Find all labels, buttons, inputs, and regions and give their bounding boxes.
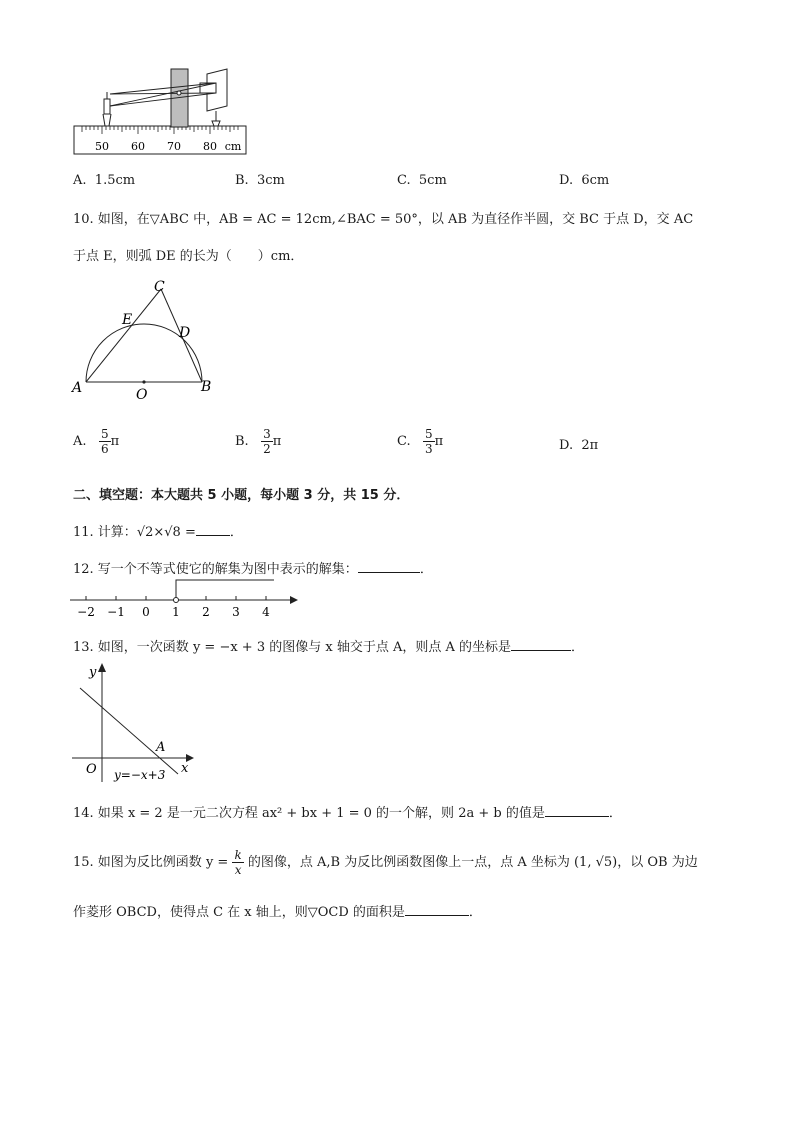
option-letter: C. [397, 434, 411, 449]
q15-answer-blank[interactable] [405, 903, 469, 916]
q13-answer-blank[interactable] [511, 638, 571, 651]
q13-end: ． [571, 640, 585, 655]
fraction-k-over-x [232, 848, 243, 877]
q9-optical-bench-figure [70, 66, 250, 158]
fraction [99, 427, 111, 456]
open-circle [174, 598, 179, 603]
option-text: 5cm [418, 173, 447, 188]
label-e: E [122, 312, 133, 328]
option-letter: C. [397, 173, 411, 188]
axis-label: −1 [107, 605, 125, 618]
denominator: 2 [263, 442, 271, 456]
line-equation: y=−x+3 [114, 768, 166, 782]
q10-option-c[interactable] [397, 427, 443, 456]
q9-option-d[interactable] [559, 173, 609, 188]
q11 [73, 521, 243, 540]
q10-stem-line2: 于点 E，则弧 DE 的长为（ ）cm． [73, 249, 304, 264]
numerator: k [234, 848, 242, 862]
q14-end: ． [608, 806, 622, 821]
label-a: A [72, 380, 83, 396]
number-line-arrow [290, 596, 298, 604]
label-b: B [201, 379, 212, 395]
axis-label: 4 [262, 605, 270, 618]
label-d: D [179, 325, 191, 341]
q15-line2 [73, 901, 482, 920]
option-letter: D. [559, 173, 574, 188]
q13-line-graph [70, 660, 200, 785]
q15-text-b: 的图像，点 A,B 为反比例函数图像上一点，点 A 坐标为 (1, √5)，以 OB 为边 [243, 855, 698, 870]
q15-text-a: 15. 如图为反比例函数 y = [73, 855, 233, 870]
label-y: y [89, 665, 97, 680]
pi-symbol: π [110, 434, 120, 449]
q12 [73, 558, 433, 577]
numerator: 5 [100, 427, 109, 441]
segment-ac [86, 289, 161, 382]
option-letter: D. [559, 438, 574, 453]
option-letter: A. [73, 173, 87, 188]
denominator: 3 [425, 442, 433, 456]
q10-option-a[interactable] [73, 427, 119, 456]
axis-label: 3 [232, 605, 240, 618]
label-a: A [156, 740, 166, 755]
option-letter: B. [235, 434, 249, 449]
q12-number-line [68, 576, 298, 618]
section-2-title: 二、填空题：本大题共 5 小题，每小题 3 分，共 15 分． [73, 488, 410, 503]
solution-bracket [176, 580, 274, 600]
ruler-tick-50: 50 [95, 140, 109, 153]
q11-answer-blank[interactable] [196, 523, 230, 536]
pi-symbol: π [272, 434, 282, 449]
numerator: 5 [425, 427, 433, 441]
q10-stem-line1: 10. 如图，在▽ABC 中，AB = AC = 12cm,∠BAC = 50°，以 AB 为直径作半圆，交 BC 于点 D，交 AC [73, 212, 694, 227]
q15-line1 [73, 848, 698, 877]
q13 [73, 636, 584, 655]
label-o: O [136, 387, 148, 403]
q10-semicircle-figure [68, 275, 228, 405]
axis-label: 1 [172, 605, 180, 618]
q14-answer-blank[interactable] [545, 804, 609, 817]
ruler-unit: cm [224, 140, 242, 153]
q9-option-a[interactable] [73, 173, 135, 188]
denominator: 6 [100, 442, 109, 456]
label-c: C [154, 279, 165, 295]
fraction [261, 427, 273, 456]
q9-option-c[interactable] [397, 173, 447, 188]
fraction [423, 427, 435, 456]
q14-text: 14. 如果 x = 2 是一元二次方程 ax² + bx + 1 = 0 的一个解，则 2a + b 的值是 [73, 806, 545, 821]
label-x: x [181, 761, 189, 776]
ruler-tick-60: 60 [131, 140, 145, 153]
option-text: 6cm [581, 173, 610, 188]
denominator: x [234, 863, 242, 877]
candle [104, 99, 110, 114]
q12-end: ． [419, 562, 433, 577]
ruler-tick-70: 70 [167, 140, 181, 153]
option-text: 3cm [256, 173, 285, 188]
q12-answer-blank[interactable] [358, 560, 420, 573]
label-o: O [86, 762, 97, 777]
q14 [73, 802, 622, 821]
q10-option-d[interactable] [559, 438, 598, 453]
q9-option-b[interactable] [235, 173, 285, 188]
axis-label: −2 [77, 605, 95, 618]
option-letter: A. [73, 434, 87, 449]
pi-symbol: π [434, 434, 444, 449]
axis-label: 0 [142, 605, 150, 618]
axis-label: 2 [202, 605, 210, 618]
q15-text-c: 作菱形 OBCD，使得点 C 在 x 轴上，则▽OCD 的面积是 [73, 905, 405, 920]
q13-text: 13. 如图，一次函数 y = −x + 3 的图像与 x 轴交于点 A，则点 A 的坐标是 [73, 640, 511, 655]
option-text: 2π [581, 438, 599, 453]
q11-end: ． [229, 525, 243, 540]
option-letter: B. [235, 173, 249, 188]
q12-text: 12. 写一个不等式使它的解集为图中表示的解集： [73, 562, 358, 577]
option-text: 1.5cm [94, 173, 136, 188]
numerator: 3 [263, 427, 271, 441]
q10-option-b[interactable] [235, 427, 281, 456]
q11-prefix: 11. 计算： [73, 525, 137, 540]
q11-expression: √2×√8 = [136, 525, 196, 540]
ruler-tick-80: 80 [203, 140, 217, 153]
q15-end: ． [468, 905, 482, 920]
